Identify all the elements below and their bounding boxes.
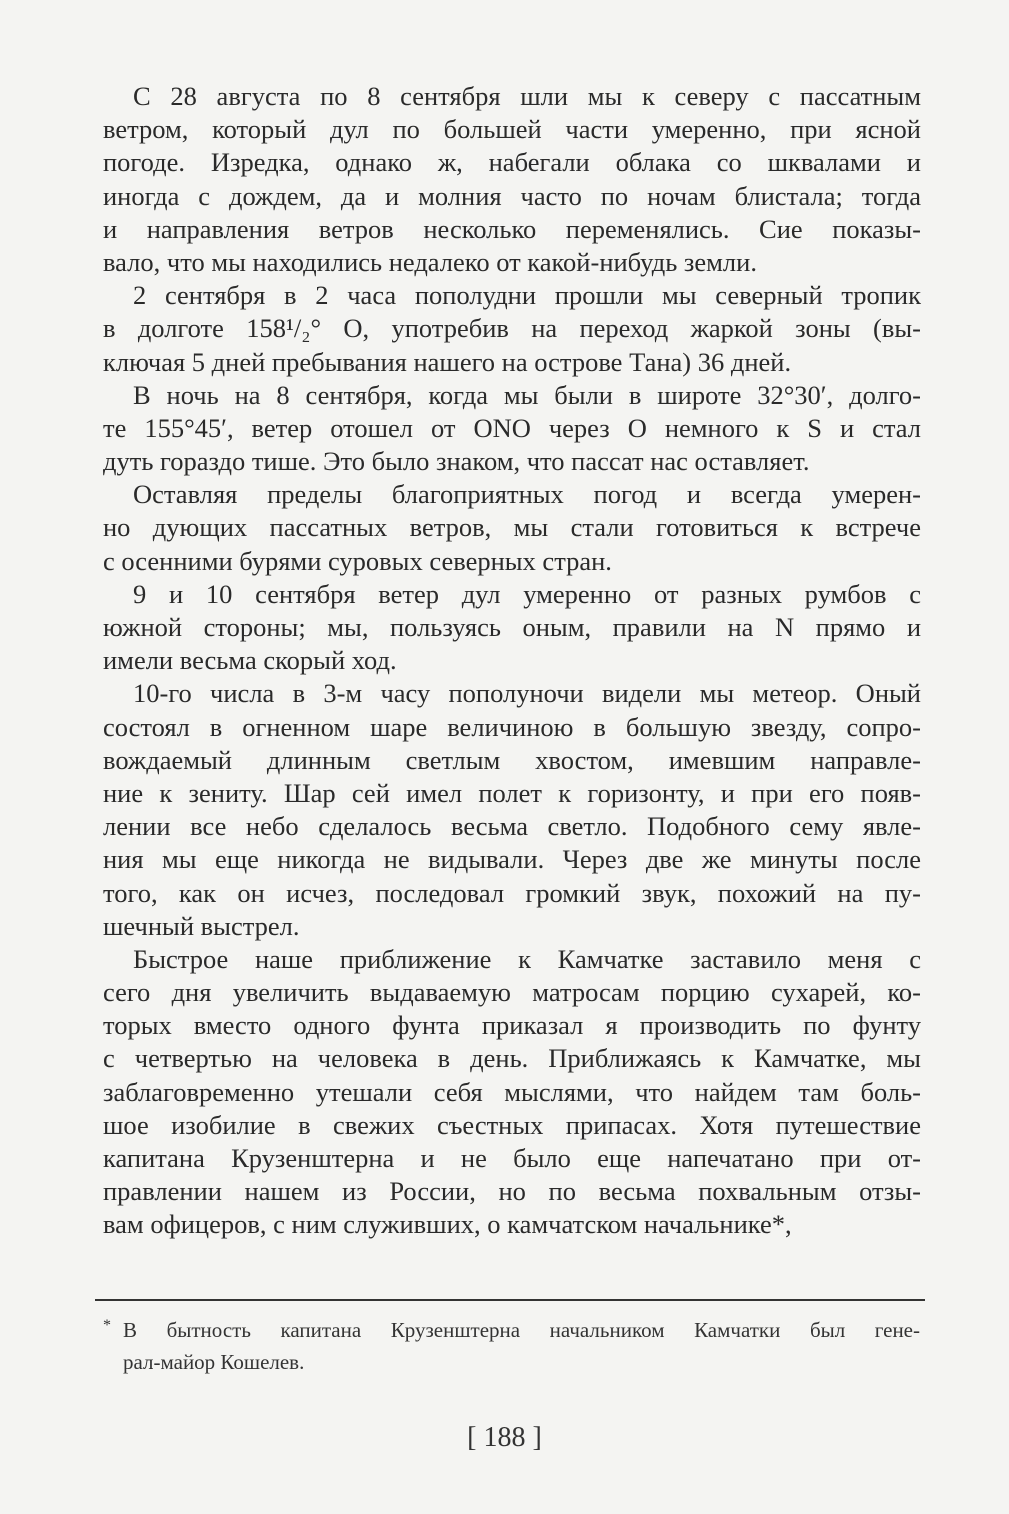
text-line: южной стороны; мы, пользуясь оным, правили на N прямо и — [103, 612, 921, 642]
text-line: с осенними бурями суровых северных стран. — [103, 545, 612, 576]
footnote — [95, 1314, 920, 1378]
text-line: того, как он исчез, последовал громкий звук, похожий на пу- — [103, 877, 921, 908]
footnote-divider — [95, 1299, 925, 1301]
text-line: 9 и 10 сентября ветер дул умеренно от разных румбов с — [133, 578, 921, 609]
paragraph — [103, 279, 921, 379]
body-text — [103, 80, 921, 1242]
text-line: Оставляя пределы благоприятных погод и всегда умерен- — [133, 479, 921, 510]
paragraph — [103, 578, 921, 678]
paragraph — [103, 379, 921, 479]
text-line: ветром, который дул по большей части умеренно, при ясной — [103, 114, 921, 145]
text-line: ния мы еще никогда не видывали. Через две же минуты после — [103, 844, 921, 875]
text-line: в долготе 158¹/₂° О, употребив на переход жаркой зоны (вы- — [103, 313, 921, 344]
footnote-text: В бытность капитана Крузенштерна начальником Камчатки был гене- — [123, 1318, 920, 1342]
text-line: торых вместо одного фунта приказал я производить по фунту — [103, 1010, 921, 1041]
text-line: имели весьма скорый ход. — [103, 645, 397, 676]
text-line: лении все небо сделалось весьма светло. Подобного сему явле- — [103, 811, 921, 842]
text-line: правлении нашем из России, но по весьма похвальным отзы- — [103, 1176, 921, 1207]
text-line: сего дня увеличить выдаваемую матросам порцию сухарей, ко- — [103, 977, 921, 1008]
text-line: капитана Крузенштерна и не было еще напечатано при от- — [103, 1143, 921, 1173]
text-line: иногда с дождем, да и молния часто по ночам блистала; тогда — [103, 180, 921, 211]
text-line: вам офицеров, с ним служивших, о камчатском начальнике*, — [103, 1209, 792, 1240]
text-line: 10-го числа в 3-м часу пополуночи видели мы метеор. Оный — [133, 678, 921, 709]
page-number: [ 188 ] — [467, 1422, 542, 1453]
footnote-line: рал-майор Кошелев. — [123, 1350, 305, 1374]
paragraph — [103, 478, 921, 578]
footnote-line — [95, 1314, 920, 1346]
paragraph — [103, 943, 921, 1242]
text-line: шое изобилие в свежих съестных припасах. Хотя путешествие — [103, 1109, 921, 1140]
text-line: В ночь на 8 сентября, когда мы были в широте 32°30′, долго- — [133, 379, 921, 410]
text-line: с четвертью на человека в день. Приближаясь к Камчатке, мы — [103, 1043, 921, 1074]
text-line: Быстрое наше приближение к Камчатке заставило меня с — [133, 943, 921, 974]
text-line: ние к зениту. Шар сей имел полет к горизонту, и при его появ- — [103, 777, 921, 808]
text-line: С 28 августа по 8 сентября шли мы к северу с пассатным — [133, 81, 921, 111]
footnote-marker: * — [103, 1317, 111, 1334]
text-line: погоде. Изредка, однако ж, набегали облака со шквалами и — [103, 147, 921, 178]
text-line: шечный выстрел. — [103, 910, 300, 941]
text-line: 2 сентября в 2 часа пополудни прошли мы северный тропик — [133, 280, 921, 311]
text-line: и направления ветров несколько переменялись. Сие показы- — [103, 213, 921, 244]
text-line: но дующих пассатных ветров, мы стали готовиться к встрече — [103, 512, 921, 543]
paragraph — [103, 80, 921, 279]
text-line: те 155°45′, ветер отошел от ONO через О немного к S и стал — [103, 412, 921, 443]
text-line: ключая 5 дней пребывания нашего на острове Тана) 36 дней. — [103, 346, 792, 377]
text-line: дуть гораздо тише. Это было знаком, что пассат нас оставляет. — [103, 446, 810, 477]
text-line: вождаемый длинным светлым хвостом, имевшим направле- — [103, 744, 921, 775]
text-line: заблаговременно утешали себя мыслями, что найдем там боль- — [103, 1076, 921, 1107]
paragraph — [103, 677, 921, 943]
text-line: состоял в огненном шаре величиною в большую звезду, сопро- — [103, 711, 921, 742]
text-line: вало, что мы находились недалеко от какой-нибудь земли. — [103, 246, 757, 277]
